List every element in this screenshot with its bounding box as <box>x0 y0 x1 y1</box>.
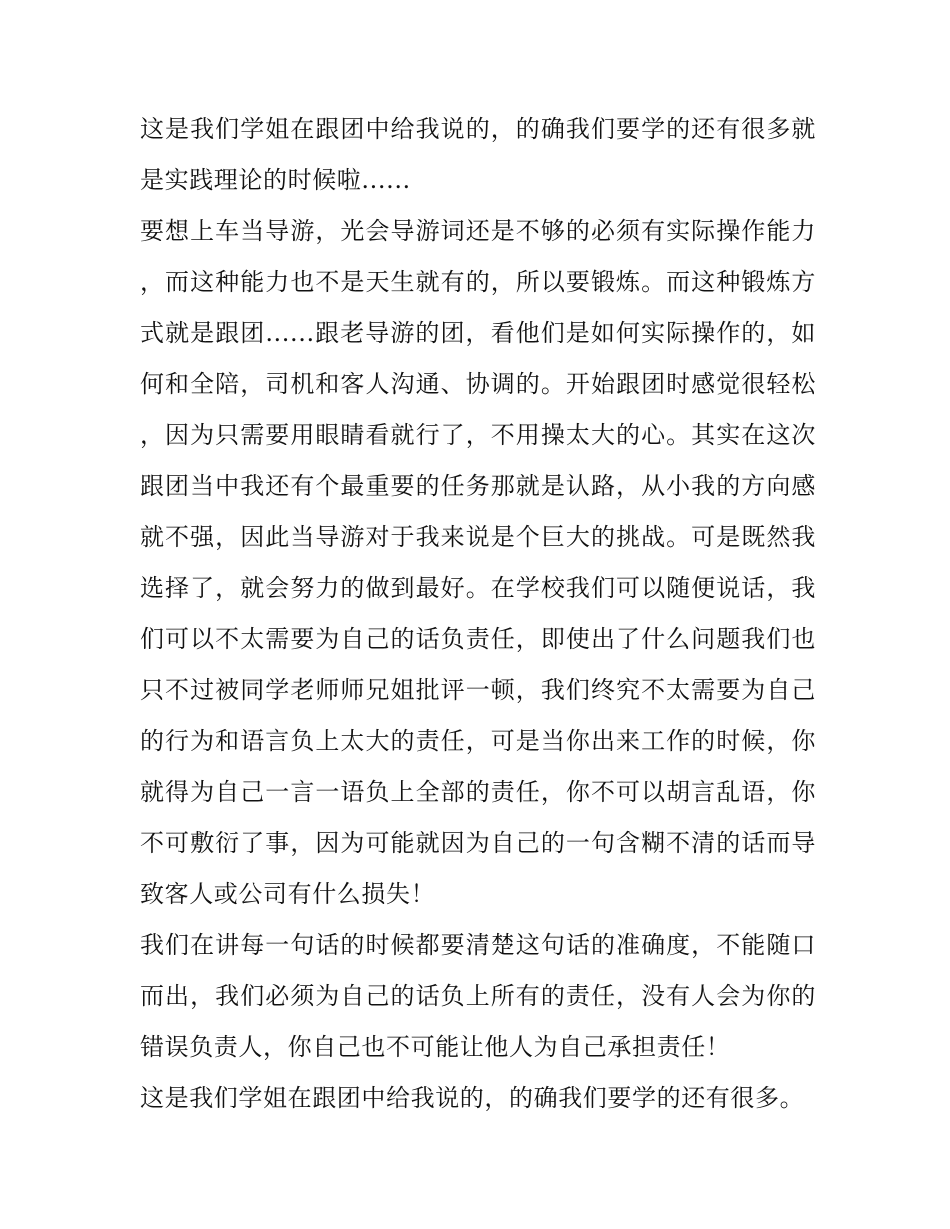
paragraph-3: 我们在讲每一句话的时候都要清楚这句话的准确度，不能随口而出，我们必须为自己的话负上所有的责任，没有人会为你的错误负责人，你自己也不可能让他人为自己承担责任！ <box>140 931 816 1061</box>
paragraph-2: 要想上车当导游，光会导游词还是不够的必须有实际操作能力，而这种能力也不是天生就有的，所以要锻炼。而这种锻炼方式就是跟团......跟老导游的团，看他们是如何实际操作的，如何和全陪，司机和客人沟通、协调的。开始跟团时感觉很轻松，因为只需要用眼睛看就行了，不用操太大的心。其实在这次跟团当中我还有个最重要的任务那就是认路，从小我的方向感就不强，因此当导游对于我来说是个巨大的挑战。可是既然我选择了，就会努力的做到最好。在学校我们可以随便说话，我们可以不太需要为自己的话负责任，即使出了什么问题我们也只不过被同学老师师兄姐批评一顿，我们终究不太需要为自己的行为和语言负上太大的责任，可是当你出来工作的时候，你就得为自己一言一语负上全部的责任，你不可以胡言乱语，你不可敷衍了事，因为可能就因为自己的一句含糊不清的话而导致客人或公司有什么损失！ <box>140 217 816 908</box>
paragraph-4: 这是我们学姐在跟团中给我说的，的确我们要学的还有很多。 <box>140 1084 805 1112</box>
document-body <box>140 104 816 1124</box>
paragraph-1: 这是我们学姐在跟团中给我说的，的确我们要学的还有很多就是实践理论的时候啦...... <box>140 115 816 194</box>
